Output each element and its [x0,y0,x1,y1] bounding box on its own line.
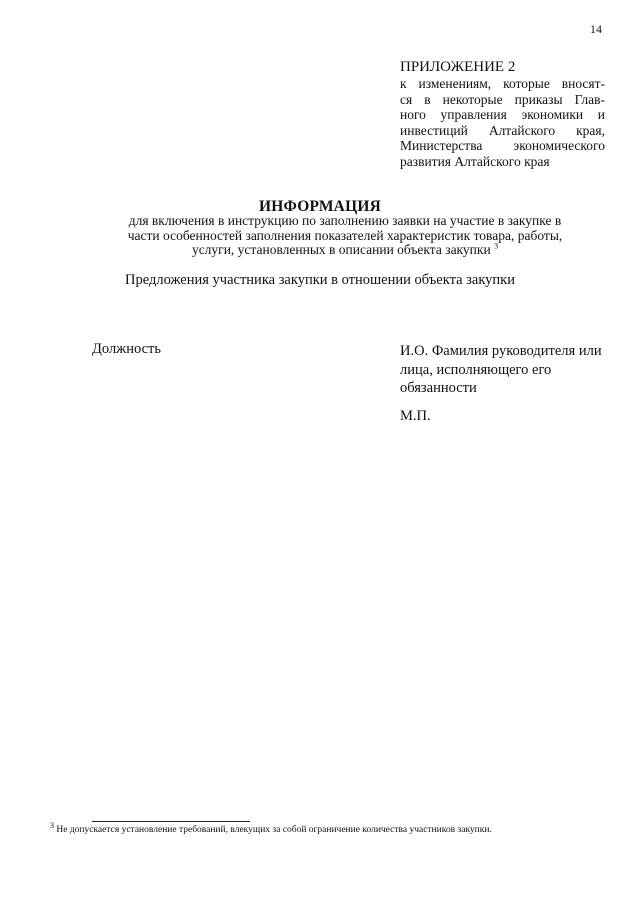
appendix-line: развития Алтайского края [400,153,550,169]
proposals-heading: Предложения участника закупки в отношении объекта закупки [125,272,515,288]
stamp-label: М.П. [400,408,431,424]
appendix-line: инвестиций Алтайского края, [400,122,605,138]
signer-label: И.О. Фамилия руководителя или лица, исполняющего его обязанности [400,343,602,396]
appendix-line: к изменениям, которые вносят- [400,76,605,91]
appendix-line: Министерства экономического [400,138,605,153]
appendix-line: ся в некоторые приказы Глав- [400,91,605,107]
footnote [50,820,610,835]
subtitle-line: для включения в инструкцию по заполнению заявки на участие в закупке в [128,213,562,228]
appendix-title: ПРИЛОЖЕНИЕ 2 [400,59,516,75]
footnote-marker: 3 [50,820,54,830]
document-title: ИНФОРМАЦИЯ [259,198,381,215]
appendix-line: ного управления экономики и [400,107,605,122]
appendix-text [400,76,605,169]
subtitle-line-last [90,243,600,258]
document-subtitle [90,214,600,258]
footnote-reference: 3 [494,241,499,251]
position-label: Должность [92,341,161,357]
footnote-divider [92,821,250,822]
footnote-text: Не допускается установление требований, влекущих за собой ограничение количества участников закупки. [56,825,492,835]
subtitle-line-text: услуги, установленных в описании объекта закупки [191,242,491,257]
page-number: 14 [590,22,602,36]
subtitle-line: части особенностей заполнения показателей характеристик товара, работы, [127,227,563,243]
appendix-block [400,58,605,169]
